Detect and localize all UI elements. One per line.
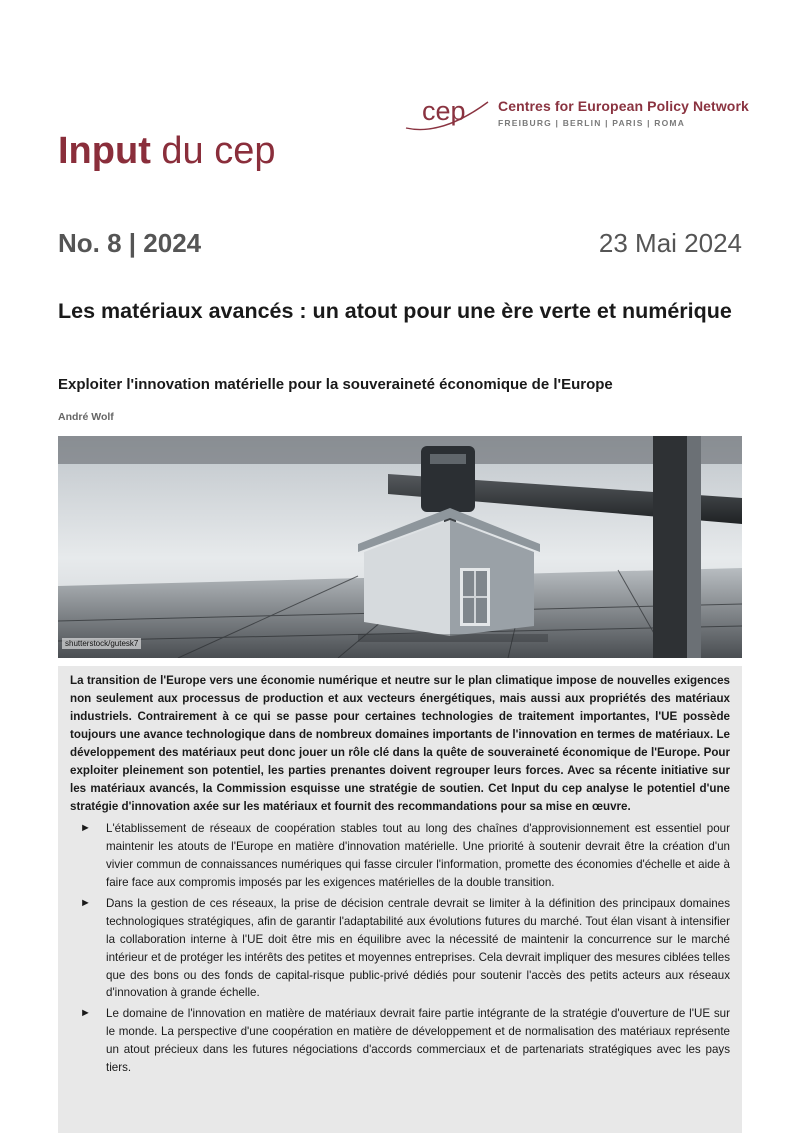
triangle-bullet-icon: ► bbox=[80, 1007, 91, 1020]
image-credit: shutterstock/gutesk7 bbox=[62, 638, 141, 649]
bullet-text: Dans la gestion de ces réseaux, la prise de décision centrale devrait se limiter à la définition des principaux domaines technologiques stratégiques, afin de garantir l'adaptabilité aux évolutions futures du marché. Tout élan visant à intensifier la collaboration interne à l'UE doit être mis en équilibre avec la nécessité de maintenir la concurrence sur le marché intérieur et de protéger les intérêts des petites et moyennes entreprises. Cela devrait impliquer des mesures ciblées telles que des bons ou des fonds de capital-risque public-privé dédiés pour soutenir l'accès des petits acteurs aux réseaux d'innovation à grande échelle. bbox=[106, 896, 730, 1000]
recommendations-list bbox=[58, 820, 742, 1078]
bullet-text: Le domaine de l'innovation en matière de matériaux devrait faire partie intégrante de la stratégie d'ouverture de l'UE sur le monde. La perspective d'une coopération en matière de développement et de normalisation des matériaux représente un atout précieux dans les futures négociations d'accords commerciaux et de partenariats stratégiques avec les pays tiers. bbox=[106, 1007, 730, 1075]
logo-mark-text: cep bbox=[422, 96, 466, 126]
summary-lead: La transition de l'Europe vers une économie numérique et neutre sur le plan climatique impose de nouvelles exigences non seulement aux processus de production et aux vecteurs énergétiques, mais aussi aux propriétés des matériaux industriels. Contrairement à ce qui se passe pour certaines technologies de traitement importantes, l'UE possède toujours une avance technologique dans de nombreux domaines importants de l'innovation en termes de matériaux. Le développement des matériaux peut donc jouer un rôle clé dans la quête de souveraineté économique de l'Europe. Pour exploiter pleinement son potentiel, les parties prenantes doivent regrouper leurs forces. Avec sa récente initiative sur les matériaux avancés, la Commission esquisse une stratégie de soutien. Cet Input du cep analyse le potentiel d'une stratégie d'innovation axée sur les matériaux et fournit des recommandations pour sa mise en œuvre. bbox=[70, 674, 730, 813]
series-title bbox=[58, 132, 276, 170]
document-title: Les matériaux avancés : un atout pour une ère verte et numérique bbox=[58, 299, 732, 323]
triangle-bullet-icon: ► bbox=[80, 821, 91, 834]
list-item bbox=[80, 895, 730, 1003]
cep-logo bbox=[402, 92, 492, 138]
summary-box bbox=[58, 666, 742, 1133]
logo-cities: FREIBURG | BERLIN | PARIS | ROMA bbox=[498, 118, 686, 128]
list-item bbox=[80, 1005, 730, 1077]
author: André Wolf bbox=[58, 411, 114, 423]
hero-image bbox=[58, 436, 742, 658]
series-title-rest: du cep bbox=[150, 130, 276, 172]
list-item bbox=[80, 820, 730, 892]
triangle-bullet-icon: ► bbox=[80, 896, 91, 909]
issue-number: No. 8 | 2024 bbox=[58, 228, 202, 258]
series-title-strong: Input bbox=[58, 130, 151, 172]
logo-name: Centres for European Policy Network bbox=[498, 98, 749, 114]
logo-text bbox=[498, 98, 749, 128]
publication-date: 23 Mai 2024 bbox=[598, 228, 742, 258]
bullet-text: L'établissement de réseaux de coopération stables tout au long des chaînes d'approvisionnement est essentiel pour maintenir les atouts de l'Europe en matière d'innovation matérielle. Une priorité à soutenir devrait être la création d'un vivier commun de connaissances numériques qui fasse circuler l'information, promette des économies d'échelle et aide à faire face aux compromis imposés par les exigences matérielles de la double transition. bbox=[106, 821, 730, 889]
document-subtitle: Exploiter l'innovation matérielle pour la souveraineté économique de l'Europe bbox=[58, 376, 613, 393]
